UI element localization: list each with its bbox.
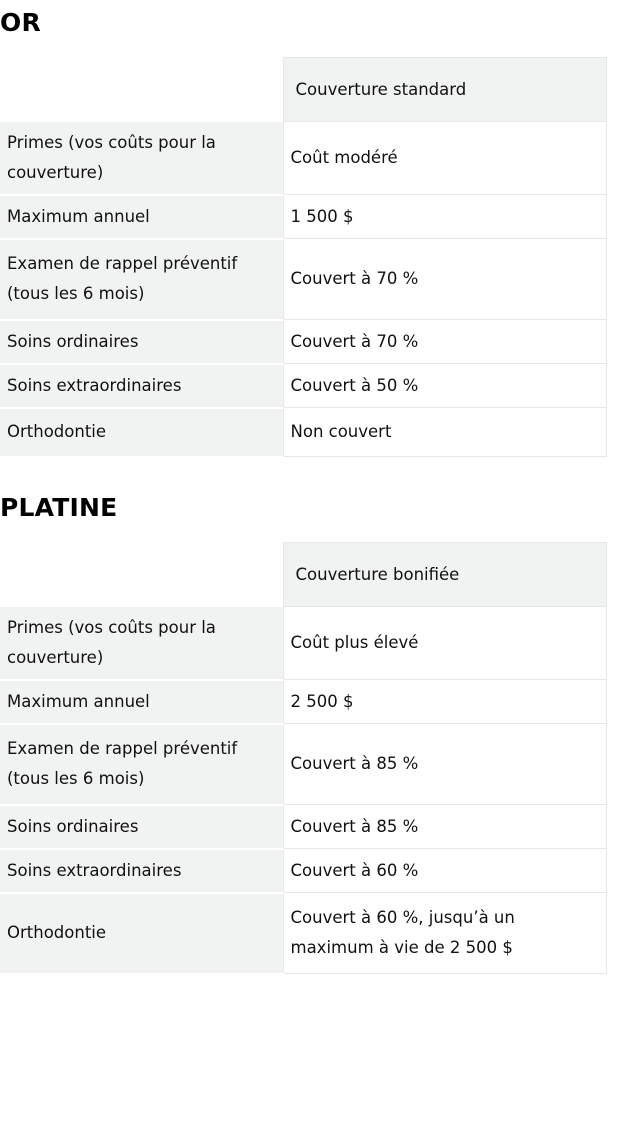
row-label-basic-care: Soins ordinaires: [0, 805, 283, 849]
table-row: [0, 680, 606, 724]
row-value-orthodontics: Non couvert: [283, 408, 606, 457]
header-empty-cell: [0, 58, 283, 122]
plan-title-or: OR: [0, 8, 41, 37]
row-value-premiums: Coût plus élevé: [283, 607, 606, 680]
row-value-basic-care: Couvert à 70 %: [283, 320, 606, 364]
row-value-premiums: Coût modéré: [283, 122, 606, 195]
row-label-major-care: Soins extraordinaires: [0, 849, 283, 893]
table-row: [0, 364, 606, 408]
table-row: [0, 607, 606, 680]
coverage-header: Couverture bonifiée: [283, 543, 606, 607]
plan-table-or: [0, 57, 607, 458]
table-row: [0, 849, 606, 893]
row-label-premiums: Primes (vos coûts pour la couverture): [0, 607, 283, 680]
row-value-annual-max: 2 500 $: [283, 680, 606, 724]
row-value-annual-max: 1 500 $: [283, 195, 606, 239]
table-header-row: [0, 543, 606, 607]
plan-title-platine: PLATINE: [0, 493, 118, 522]
table-row: [0, 122, 606, 195]
header-empty-cell: [0, 543, 283, 607]
row-value-recall-exam: Couvert à 85 %: [283, 724, 606, 805]
row-label-premiums: Primes (vos coûts pour la couverture): [0, 122, 283, 195]
table-row: [0, 893, 606, 974]
row-value-recall-exam: Couvert à 70 %: [283, 239, 606, 320]
row-label-major-care: Soins extraordinaires: [0, 364, 283, 408]
row-value-basic-care: Couvert à 85 %: [283, 805, 606, 849]
row-label-orthodontics: Orthodontie: [0, 893, 283, 974]
row-value-major-care: Couvert à 60 %: [283, 849, 606, 893]
row-label-annual-max: Maximum annuel: [0, 195, 283, 239]
row-value-major-care: Couvert à 50 %: [283, 364, 606, 408]
row-label-recall-exam: Examen de rappel préventif (tous les 6 mois): [0, 724, 283, 805]
plan-table-platine: [0, 542, 607, 975]
row-label-annual-max: Maximum annuel: [0, 680, 283, 724]
table-header-row: [0, 58, 606, 122]
table-row: [0, 320, 606, 364]
row-label-orthodontics: Orthodontie: [0, 408, 283, 457]
table-row: [0, 408, 606, 457]
table-row: [0, 724, 606, 805]
table-row: [0, 239, 606, 320]
row-label-recall-exam: Examen de rappel préventif (tous les 6 mois): [0, 239, 283, 320]
table-row: [0, 805, 606, 849]
table-row: [0, 195, 606, 239]
row-value-orthodontics: Couvert à 60 %, jusqu’à un maximum à vie de 2 500 $: [283, 893, 606, 974]
row-label-basic-care: Soins ordinaires: [0, 320, 283, 364]
coverage-header: Couverture standard: [283, 58, 606, 122]
